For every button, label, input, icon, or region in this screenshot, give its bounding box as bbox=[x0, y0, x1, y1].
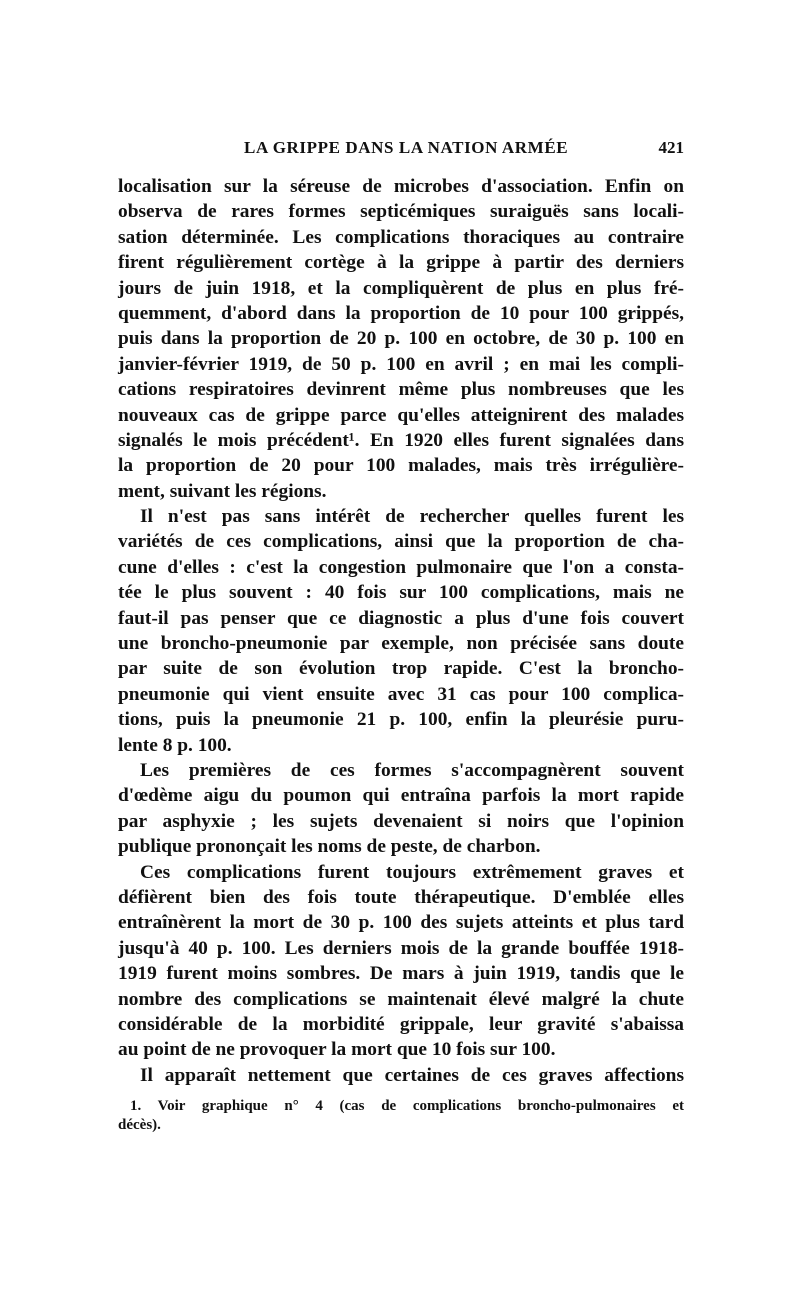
text-line: ment, suivant les régions. bbox=[118, 480, 327, 502]
text-line: localisation sur la séreuse de microbes d'association. Enfin on bbox=[118, 176, 684, 197]
paragraph bbox=[118, 1063, 684, 1088]
text-line: Il apparaît nettement que certaines de ces graves affections bbox=[140, 1064, 684, 1086]
text-line: au point de ne provoquer la mort que 10 fois sur 100. bbox=[118, 1039, 556, 1061]
text-line: quemment, d'abord dans la proportion de 10 pour 100 grippés, bbox=[118, 302, 684, 324]
text-line: défièrent bien des fois toute thérapeutique. D'emblée elles bbox=[118, 886, 684, 908]
footnote-line: 1. Voir graphique n° 4 (cas de complications broncho-pulmonaires et bbox=[130, 1098, 684, 1114]
text-line: lente 8 p. 100. bbox=[118, 734, 232, 756]
text-line: entraînèrent la mort de 30 p. 100 des sujets atteints et plus tard bbox=[118, 912, 684, 934]
text-line: nouveaux cas de grippe parce qu'elles atteignirent des malades bbox=[118, 404, 684, 426]
text-line: janvier-février 1919, de 50 p. 100 en avril ; en mai les compli- bbox=[118, 353, 684, 375]
text-line: nombre des complications se maintenait élevé malgré la chute bbox=[118, 988, 684, 1010]
text-line: cations respiratoires devinrent même plus nombreuses que les bbox=[118, 379, 684, 401]
text-line: tions, puis la pneumonie 21 p. 100, enfin la pleurésie puru- bbox=[118, 709, 684, 731]
text-line: firent régulièrement cortège à la grippe à partir des derniers bbox=[118, 252, 684, 274]
text-line: d'œdème aigu du poumon qui entraîna parfois la mort rapide bbox=[118, 785, 684, 807]
text-line: Il n'est pas sans intérêt de rechercher quelles furent les bbox=[140, 506, 684, 528]
body-text bbox=[118, 174, 684, 1088]
page-number: 421 bbox=[658, 138, 684, 157]
text-line: 1919 furent moins sombres. De mars à juin 1919, tandis que le bbox=[118, 963, 684, 985]
text-line: jusqu'à 40 p. 100. Les derniers mois de la grande bouffée 1918- bbox=[118, 937, 684, 959]
text-line: par suite de son évolution trop rapide. C'est la broncho- bbox=[118, 658, 684, 680]
paragraph bbox=[118, 860, 684, 1063]
text-line: tée le plus souvent : 40 fois sur 100 complications, mais ne bbox=[118, 582, 684, 604]
text-line: variétés de ces complications, ainsi que la proportion de cha- bbox=[118, 531, 684, 553]
text-line: cune d'elles : c'est la congestion pulmonaire que l'on a consta- bbox=[118, 556, 684, 578]
running-title: LA GRIPPE DANS LA NATION ARMÉE bbox=[244, 138, 569, 157]
text-line: sation déterminée. Les complications thoraciques au contraire bbox=[118, 226, 684, 248]
text-line: observa de rares formes septicémiques suraiguës sans locali- bbox=[118, 201, 684, 223]
text-line: signalés le mois précédent¹. En 1920 elles furent signalées dans bbox=[118, 429, 684, 451]
paragraph bbox=[118, 174, 684, 504]
text-line: considérable de la morbidité grippale, leur gravité s'abaissa bbox=[118, 1013, 684, 1035]
footnote bbox=[118, 1097, 684, 1135]
paragraph bbox=[118, 504, 684, 758]
text-line: publique prononçait les noms de peste, de charbon. bbox=[118, 836, 541, 858]
text-line: Ces complications furent toujours extrêmement graves et bbox=[140, 861, 684, 883]
paragraph bbox=[118, 758, 684, 860]
page-header bbox=[118, 138, 684, 168]
text-line: par asphyxie ; les sujets devenaient si noirs que l'opinion bbox=[118, 810, 684, 832]
text-line: pneumonie qui vient ensuite avec 31 cas pour 100 complica- bbox=[118, 683, 684, 705]
text-line: faut-il pas penser que ce diagnostic a plus d'une fois couvert bbox=[118, 607, 684, 629]
text-line: jours de juin 1918, et la compliquèrent de plus en plus fré- bbox=[118, 277, 684, 299]
footnote-line: décès). bbox=[118, 1117, 161, 1133]
text-line: une broncho-pneumonie par exemple, non précisée sans doute bbox=[118, 633, 684, 655]
text-line: puis dans la proportion de 20 p. 100 en octobre, de 30 p. 100 en bbox=[118, 328, 684, 350]
text-line: la proportion de 20 pour 100 malades, mais très irrégulière- bbox=[118, 455, 684, 477]
text-line: Les premières de ces formes s'accompagnèrent souvent bbox=[140, 759, 684, 781]
